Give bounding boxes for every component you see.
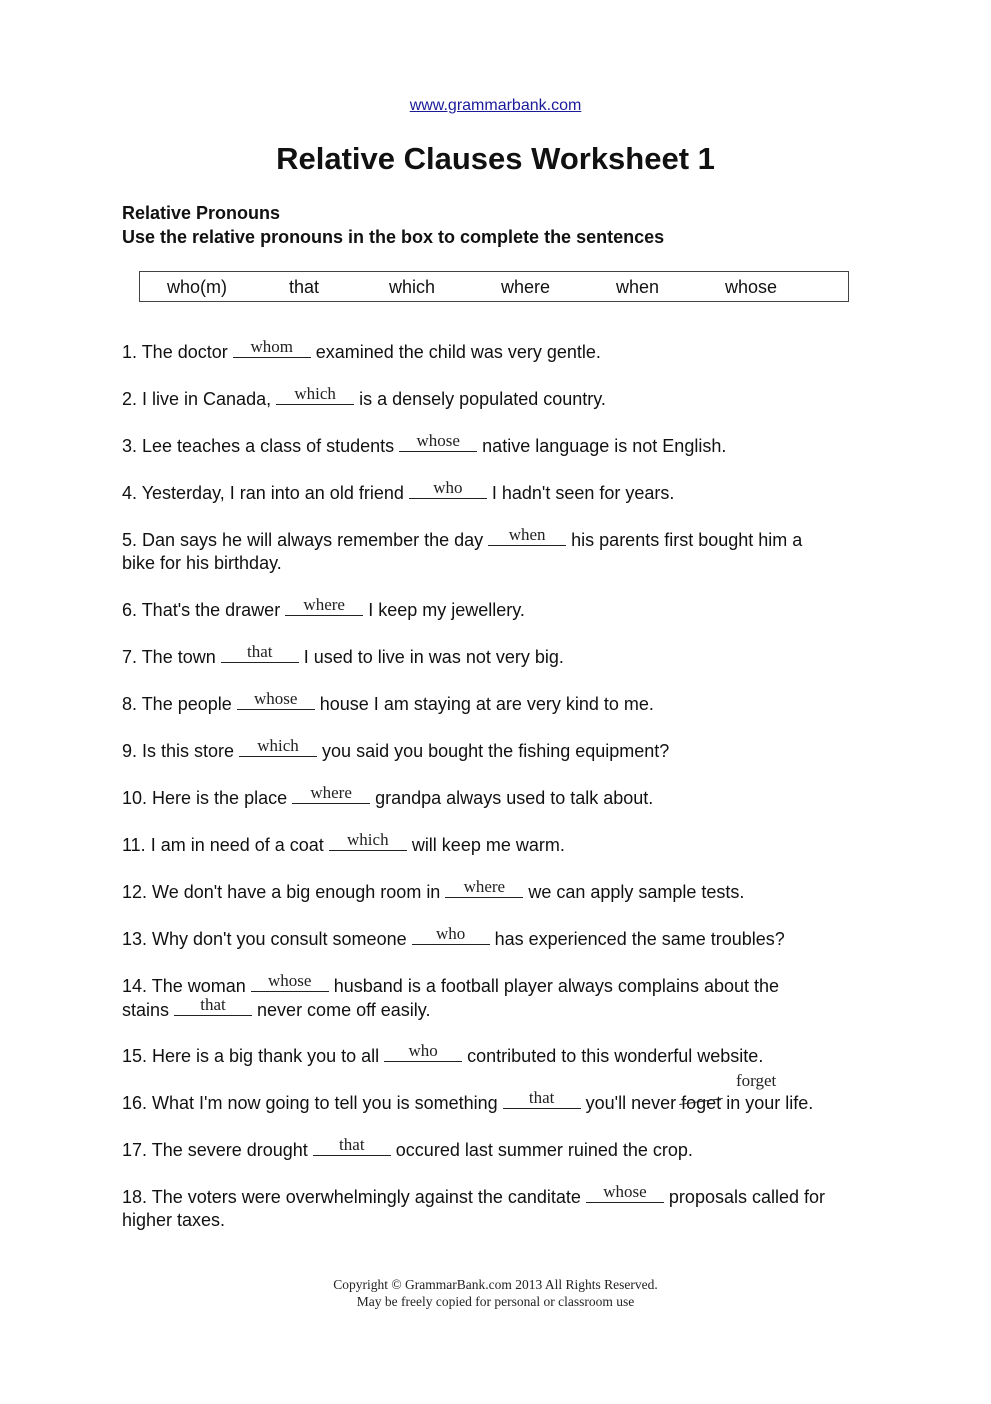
- question-text: 16. What I'm now going to tell you is something: [122, 1093, 503, 1113]
- answer-blank[interactable]: [503, 1088, 581, 1109]
- site-link[interactable]: www.grammarbank.com: [409, 97, 582, 114]
- question-text: 11. I am in need of a coat: [122, 835, 329, 855]
- question-text: in your life.: [721, 1093, 814, 1113]
- question-text: 12. We don't have a big enough room in: [122, 882, 446, 902]
- question-16: [122, 1088, 814, 1115]
- struck-word: foget: [681, 1093, 722, 1113]
- question-text: will keep me warm.: [406, 835, 565, 855]
- page-title: Relative Clauses Worksheet 1: [276, 141, 715, 176]
- handwritten-answer: which: [257, 736, 299, 755]
- question-text: husband is a football player always complains about the: [328, 976, 780, 996]
- handwritten-answer: whom: [250, 337, 293, 356]
- question-text: 1. The doctor: [122, 342, 233, 362]
- answer-blank[interactable]: [313, 1135, 391, 1156]
- question-7: [122, 642, 564, 669]
- question-text: 4. Yesterday, I ran into an old friend: [122, 483, 409, 503]
- question-13: [122, 924, 785, 951]
- answer-blank[interactable]: [292, 783, 370, 804]
- handwritten-answer: who: [433, 478, 463, 497]
- question-text: stains: [122, 1000, 175, 1020]
- question-text: proposals called for: [663, 1187, 826, 1207]
- answer-blank[interactable]: [251, 971, 329, 992]
- answer-blank[interactable]: [329, 830, 407, 851]
- handwritten-answer: who: [435, 924, 466, 943]
- question-text: 7. The town: [122, 647, 221, 667]
- question-8: [122, 689, 654, 716]
- question-18: [122, 1182, 826, 1232]
- word-whose: whose: [725, 277, 778, 297]
- answer-blank[interactable]: [276, 384, 354, 405]
- question-4: [122, 478, 675, 505]
- answer-blank[interactable]: [237, 689, 315, 710]
- handwritten-answer: who: [408, 1041, 438, 1060]
- answer-blank[interactable]: [239, 736, 317, 757]
- question-3: [122, 431, 727, 458]
- question-15: [122, 1041, 764, 1068]
- handwritten-correction: forget: [736, 1071, 777, 1090]
- question-text: 10. Here is the place: [122, 788, 293, 808]
- handwritten-answer: whose: [603, 1182, 647, 1201]
- handwritten-answer: where: [303, 595, 345, 614]
- question-text: his parents first bought him a: [566, 530, 803, 550]
- usage-line: May be freely copied for personal or classroom use: [356, 1294, 635, 1309]
- question-text: you'll never: [580, 1093, 682, 1113]
- handwritten-answer: whose: [268, 971, 312, 990]
- question-14: [122, 971, 780, 1022]
- word-box: [139, 271, 849, 302]
- handwritten-answer: whose: [416, 431, 460, 450]
- copyright-line: Copyright © GrammarBank.com 2013 All Rights Reserved.: [333, 1277, 658, 1292]
- question-text: you said you bought the fishing equipment?: [317, 741, 670, 761]
- question-text: I hadn't seen for years.: [486, 483, 675, 503]
- handwritten-answer: that: [246, 642, 273, 661]
- question-text: never come off easily.: [252, 1000, 431, 1020]
- word-which: which: [389, 277, 436, 297]
- answer-blank[interactable]: [412, 924, 490, 945]
- handwritten-answer: whose: [254, 689, 298, 708]
- answer-blank[interactable]: [445, 877, 523, 898]
- question-text: we can apply sample tests.: [523, 882, 745, 902]
- answer-blank[interactable]: [221, 642, 299, 663]
- question-text: 14. The woman: [122, 976, 251, 996]
- word-where: where: [501, 277, 551, 297]
- answer-blank[interactable]: [285, 595, 363, 616]
- answer-blank[interactable]: [586, 1182, 664, 1203]
- answer-blank[interactable]: [384, 1041, 462, 1062]
- handwritten-answer: where: [310, 783, 352, 802]
- answer-blank[interactable]: [174, 995, 252, 1016]
- question-9: [122, 736, 670, 763]
- question-10: [122, 783, 654, 810]
- question-text: 15. Here is a big thank you to all: [122, 1046, 385, 1066]
- question-17: [122, 1135, 693, 1162]
- question-text: 8. The people: [122, 694, 237, 714]
- question-text: I used to live in was not very big.: [298, 647, 564, 667]
- handwritten-answer: where: [463, 877, 506, 896]
- question-text: has experienced the same troubles?: [489, 929, 785, 949]
- question-text: examined the child was very gentle.: [310, 342, 601, 362]
- word-when: when: [616, 277, 660, 297]
- handwritten-answer: that: [339, 1135, 365, 1154]
- question-1: [122, 337, 601, 364]
- handwritten-answer: that: [528, 1088, 555, 1107]
- handwritten-answer: which: [347, 830, 389, 849]
- question-text: grandpa always used to talk about.: [370, 788, 654, 808]
- question-text: 6. That's the drawer: [122, 600, 286, 620]
- handwritten-answer: when: [508, 525, 546, 544]
- question-text: native language is not English.: [477, 436, 727, 456]
- question-text: 13. Why don't you consult someone: [122, 929, 412, 949]
- question-5: [122, 525, 803, 575]
- handwritten-answer: that: [200, 995, 226, 1014]
- question-text: 9. Is this store: [122, 741, 240, 761]
- question-12: [122, 877, 745, 904]
- question-6: [122, 595, 525, 622]
- question-text: contributed to this wonderful website.: [462, 1046, 764, 1066]
- word-who-m: who(m): [167, 277, 228, 297]
- answer-blank[interactable]: [399, 431, 477, 452]
- question-text: 3. Lee teaches a class of students: [122, 436, 400, 456]
- question-11: [122, 830, 565, 857]
- answer-blank[interactable]: [488, 525, 566, 546]
- question-2: [122, 384, 606, 411]
- handwritten-answer: which: [294, 384, 336, 403]
- question-text: I keep my jewellery.: [363, 600, 525, 620]
- question-text: higher taxes.: [122, 1210, 226, 1230]
- question-text: is a densely populated country.: [354, 389, 606, 409]
- section-title: Relative Pronouns: [122, 203, 281, 223]
- question-text: 18. The voters were overwhelmingly against the canditate: [122, 1187, 586, 1207]
- question-text: bike for his birthday.: [122, 553, 282, 573]
- question-text: house I am staying at are very kind to me.: [314, 694, 654, 714]
- question-text: 17. The severe drought: [122, 1140, 313, 1160]
- question-text: 5. Dan says he will always remember the day: [122, 530, 489, 550]
- answer-blank[interactable]: [409, 478, 487, 499]
- instructions: Use the relative pronouns in the box to complete the sentences: [122, 227, 665, 247]
- question-text: occured last summer ruined the crop.: [390, 1140, 693, 1160]
- copyright-footer: [0, 1276, 991, 1310]
- question-text: 2. I live in Canada,: [122, 389, 277, 409]
- word-that: that: [289, 277, 320, 297]
- answer-blank[interactable]: [233, 337, 311, 358]
